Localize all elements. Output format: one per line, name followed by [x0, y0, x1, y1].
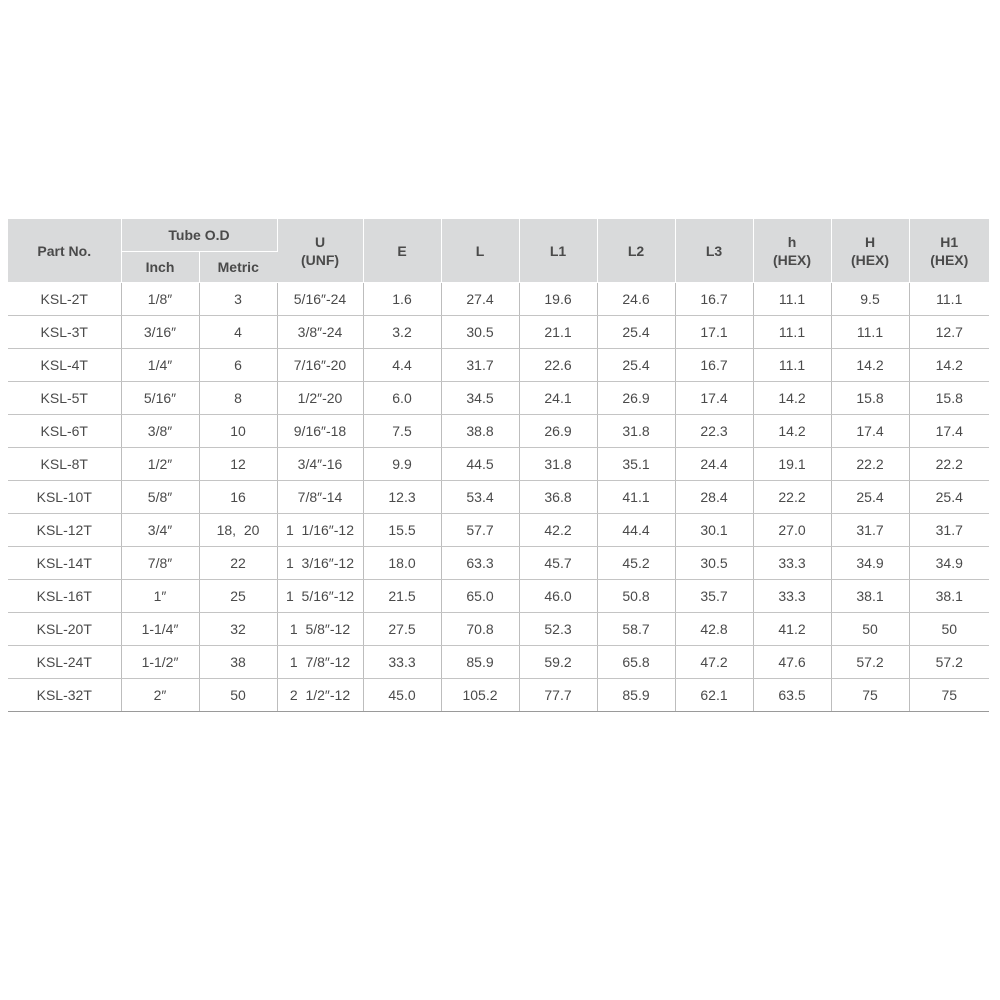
cell-e: 6.0 — [363, 382, 441, 415]
cell-l1: 59.2 — [519, 646, 597, 679]
cell-h-small: 27.0 — [753, 514, 831, 547]
cell-inch: 3/8″ — [121, 415, 199, 448]
cell-l2: 25.4 — [597, 349, 675, 382]
cell-metric: 4 — [199, 316, 277, 349]
table-row — [8, 448, 989, 481]
cell-l3: 24.4 — [675, 448, 753, 481]
cell-h: 17.4 — [831, 415, 909, 448]
cell-l3: 30.1 — [675, 514, 753, 547]
cell-u: 1 7/8″-12 — [277, 646, 363, 679]
cell-l1: 46.0 — [519, 580, 597, 613]
cell-metric: 8 — [199, 382, 277, 415]
table-row — [8, 481, 989, 514]
cell-part-no: KSL-20T — [8, 613, 121, 646]
cell-u: 1 1/16″-12 — [277, 514, 363, 547]
cell-metric: 3 — [199, 283, 277, 316]
cell-h: 25.4 — [831, 481, 909, 514]
cell-h1: 25.4 — [909, 481, 989, 514]
cell-part-no: KSL-6T — [8, 415, 121, 448]
cell-inch: 1-1/2″ — [121, 646, 199, 679]
cell-l1: 26.9 — [519, 415, 597, 448]
cell-u: 1 5/16″-12 — [277, 580, 363, 613]
cell-inch: 1/4″ — [121, 349, 199, 382]
cell-l2: 35.1 — [597, 448, 675, 481]
cell-part-no: KSL-14T — [8, 547, 121, 580]
header-h1-line1: H1 — [940, 233, 959, 250]
cell-l2: 85.9 — [597, 679, 675, 712]
cell-l: 85.9 — [441, 646, 519, 679]
cell-l2: 31.8 — [597, 415, 675, 448]
cell-h: 15.8 — [831, 382, 909, 415]
cell-metric: 50 — [199, 679, 277, 712]
cell-h1: 12.7 — [909, 316, 989, 349]
table-row — [8, 283, 989, 316]
cell-l3: 17.1 — [675, 316, 753, 349]
cell-u: 7/16″-20 — [277, 349, 363, 382]
cell-h1: 38.1 — [909, 580, 989, 613]
cell-h: 57.2 — [831, 646, 909, 679]
cell-h-small: 11.1 — [753, 316, 831, 349]
cell-e: 9.9 — [363, 448, 441, 481]
cell-h-small: 63.5 — [753, 679, 831, 712]
cell-e: 4.4 — [363, 349, 441, 382]
cell-part-no: KSL-32T — [8, 679, 121, 712]
cell-u: 1 5/8″-12 — [277, 613, 363, 646]
cell-h: 38.1 — [831, 580, 909, 613]
cell-h: 22.2 — [831, 448, 909, 481]
cell-part-no: KSL-8T — [8, 448, 121, 481]
header-h — [831, 219, 909, 283]
cell-inch: 5/8″ — [121, 481, 199, 514]
cell-part-no: KSL-3T — [8, 316, 121, 349]
cell-metric: 16 — [199, 481, 277, 514]
cell-inch: 5/16″ — [121, 382, 199, 415]
header-h-line2: (HEX) — [850, 251, 890, 268]
cell-inch: 1-1/4″ — [121, 613, 199, 646]
cell-inch: 3/16″ — [121, 316, 199, 349]
cell-h-small: 22.2 — [753, 481, 831, 514]
cell-e: 45.0 — [363, 679, 441, 712]
table-row — [8, 547, 989, 580]
cell-l: 53.4 — [441, 481, 519, 514]
cell-l: 34.5 — [441, 382, 519, 415]
cell-e: 18.0 — [363, 547, 441, 580]
header-l1: L1 — [519, 219, 597, 283]
cell-h-small: 11.1 — [753, 283, 831, 316]
cell-l3: 30.5 — [675, 547, 753, 580]
cell-l2: 58.7 — [597, 613, 675, 646]
cell-l: 44.5 — [441, 448, 519, 481]
cell-l: 30.5 — [441, 316, 519, 349]
cell-l1: 45.7 — [519, 547, 597, 580]
table-row — [8, 349, 989, 382]
cell-u: 5/16″-24 — [277, 283, 363, 316]
cell-l2: 65.8 — [597, 646, 675, 679]
cell-l3: 35.7 — [675, 580, 753, 613]
cell-l2: 45.2 — [597, 547, 675, 580]
cell-e: 1.6 — [363, 283, 441, 316]
cell-l1: 52.3 — [519, 613, 597, 646]
cell-l: 70.8 — [441, 613, 519, 646]
cell-l1: 31.8 — [519, 448, 597, 481]
cell-h1: 57.2 — [909, 646, 989, 679]
cell-e: 21.5 — [363, 580, 441, 613]
cell-part-no: KSL-12T — [8, 514, 121, 547]
cell-h: 34.9 — [831, 547, 909, 580]
cell-metric: 25 — [199, 580, 277, 613]
cell-h: 75 — [831, 679, 909, 712]
cell-e: 3.2 — [363, 316, 441, 349]
cell-l1: 77.7 — [519, 679, 597, 712]
header-l3: L3 — [675, 219, 753, 283]
cell-u: 1/2″-20 — [277, 382, 363, 415]
cell-h1: 50 — [909, 613, 989, 646]
cell-l: 38.8 — [441, 415, 519, 448]
cell-l2: 24.6 — [597, 283, 675, 316]
cell-h1: 22.2 — [909, 448, 989, 481]
cell-h1: 34.9 — [909, 547, 989, 580]
cell-l2: 44.4 — [597, 514, 675, 547]
cell-h1: 11.1 — [909, 283, 989, 316]
cell-metric: 22 — [199, 547, 277, 580]
cell-metric: 12 — [199, 448, 277, 481]
cell-l3: 28.4 — [675, 481, 753, 514]
cell-e: 33.3 — [363, 646, 441, 679]
header-h-small-line2: (HEX) — [772, 251, 812, 268]
cell-u: 1 3/16″-12 — [277, 547, 363, 580]
table-row — [8, 382, 989, 415]
header-u-line2: (UNF) — [300, 251, 340, 268]
header-part-no: Part No. — [8, 219, 121, 283]
header-h-line1: H — [864, 233, 876, 250]
cell-l2: 50.8 — [597, 580, 675, 613]
header-h1 — [909, 219, 989, 283]
cell-u: 2 1/2″-12 — [277, 679, 363, 712]
header-h-small-line1: h — [787, 233, 797, 250]
header-e: E — [363, 219, 441, 283]
cell-h1: 14.2 — [909, 349, 989, 382]
cell-l: 65.0 — [441, 580, 519, 613]
cell-h-small: 11.1 — [753, 349, 831, 382]
cell-l: 105.2 — [441, 679, 519, 712]
cell-u: 3/8″-24 — [277, 316, 363, 349]
cell-l3: 47.2 — [675, 646, 753, 679]
cell-l: 63.3 — [441, 547, 519, 580]
cell-l1: 42.2 — [519, 514, 597, 547]
cell-part-no: KSL-2T — [8, 283, 121, 316]
cell-e: 27.5 — [363, 613, 441, 646]
table-row — [8, 679, 989, 712]
cell-l1: 22.6 — [519, 349, 597, 382]
cell-h: 31.7 — [831, 514, 909, 547]
cell-l3: 16.7 — [675, 349, 753, 382]
cell-h1: 31.7 — [909, 514, 989, 547]
cell-inch: 3/4″ — [121, 514, 199, 547]
cell-h: 9.5 — [831, 283, 909, 316]
cell-metric: 6 — [199, 349, 277, 382]
cell-h1: 15.8 — [909, 382, 989, 415]
cell-part-no: KSL-16T — [8, 580, 121, 613]
cell-u: 9/16″-18 — [277, 415, 363, 448]
header-h-small — [753, 219, 831, 283]
cell-l1: 36.8 — [519, 481, 597, 514]
cell-metric: 18, 20 — [199, 514, 277, 547]
cell-inch: 1/8″ — [121, 283, 199, 316]
cell-h-small: 33.3 — [753, 547, 831, 580]
cell-l1: 24.1 — [519, 382, 597, 415]
header-inch: Inch — [121, 252, 199, 283]
spec-table — [8, 219, 989, 712]
cell-inch: 2″ — [121, 679, 199, 712]
cell-e: 7.5 — [363, 415, 441, 448]
cell-inch: 7/8″ — [121, 547, 199, 580]
cell-metric: 10 — [199, 415, 277, 448]
cell-l3: 62.1 — [675, 679, 753, 712]
cell-l1: 21.1 — [519, 316, 597, 349]
cell-e: 12.3 — [363, 481, 441, 514]
cell-part-no: KSL-5T — [8, 382, 121, 415]
cell-l: 27.4 — [441, 283, 519, 316]
cell-inch: 1/2″ — [121, 448, 199, 481]
table-row — [8, 415, 989, 448]
cell-part-no: KSL-24T — [8, 646, 121, 679]
cell-l1: 19.6 — [519, 283, 597, 316]
cell-u: 7/8″-14 — [277, 481, 363, 514]
header-u — [277, 219, 363, 283]
table-row — [8, 580, 989, 613]
header-h1-line2: (HEX) — [930, 251, 969, 268]
cell-h: 50 — [831, 613, 909, 646]
table-row — [8, 514, 989, 547]
cell-e: 15.5 — [363, 514, 441, 547]
cell-h-small: 33.3 — [753, 580, 831, 613]
table-body — [8, 283, 989, 712]
table-row — [8, 316, 989, 349]
cell-metric: 32 — [199, 613, 277, 646]
cell-h-small: 14.2 — [753, 415, 831, 448]
cell-l2: 26.9 — [597, 382, 675, 415]
cell-l: 57.7 — [441, 514, 519, 547]
cell-metric: 38 — [199, 646, 277, 679]
cell-h-small: 47.6 — [753, 646, 831, 679]
header-l2: L2 — [597, 219, 675, 283]
cell-h1: 75 — [909, 679, 989, 712]
cell-h-small: 14.2 — [753, 382, 831, 415]
cell-l3: 42.8 — [675, 613, 753, 646]
cell-l3: 16.7 — [675, 283, 753, 316]
cell-h: 11.1 — [831, 316, 909, 349]
header-tube-od: Tube O.D — [121, 219, 277, 252]
cell-h-small: 41.2 — [753, 613, 831, 646]
table-header — [8, 219, 989, 283]
cell-l3: 22.3 — [675, 415, 753, 448]
cell-part-no: KSL-10T — [8, 481, 121, 514]
table-row — [8, 613, 989, 646]
cell-l2: 41.1 — [597, 481, 675, 514]
cell-inch: 1″ — [121, 580, 199, 613]
table-row — [8, 646, 989, 679]
cell-l3: 17.4 — [675, 382, 753, 415]
header-l: L — [441, 219, 519, 283]
cell-part-no: KSL-4T — [8, 349, 121, 382]
cell-h: 14.2 — [831, 349, 909, 382]
header-metric: Metric — [199, 252, 277, 283]
header-u-line1: U — [314, 233, 326, 250]
cell-u: 3/4″-16 — [277, 448, 363, 481]
cell-h1: 17.4 — [909, 415, 989, 448]
cell-l: 31.7 — [441, 349, 519, 382]
cell-l2: 25.4 — [597, 316, 675, 349]
cell-h-small: 19.1 — [753, 448, 831, 481]
